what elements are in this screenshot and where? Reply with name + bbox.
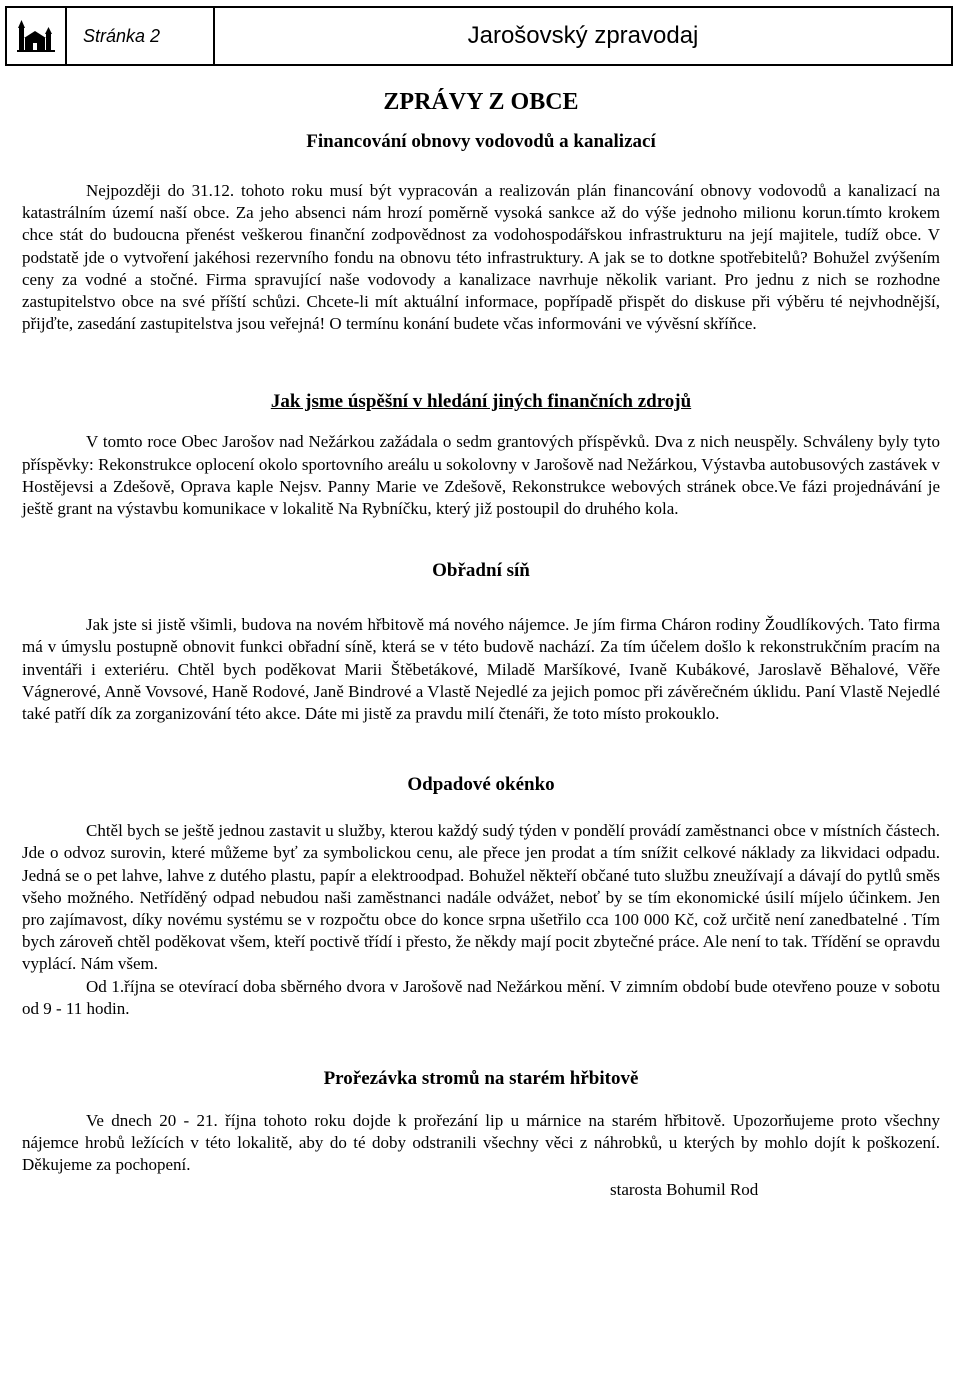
article-paragraph: V tomto roce Obec Jarošov nad Nežárkou zažádala o sedm grantových příspěvků. Dva z nich neuspěly. Schváleny byly tyto příspěvky: Rekonstrukce oplocení okolo sportovního areálu u sokolovny v Jarošově nad Nežárkou, Výstavba autobusových zastávek v Hostějevsi a Zdešově, Oprava kaple Nejsv. Panny Marie ve Zdešově, Rekonstrukce webových stránek obce.Ve fázi projednávání je ještě grant na výstavbu komunikace v lokalitě Na Rybníčku, který již postoupil do druhého kola.	[22, 432, 940, 519]
article-paragraph: Od 1.října se otevírací doba sběrného dvora v Jarošově nad Nežárkou mění. V zimním období bude otevřeno pouze v sobotu od 9 - 11 hodin.	[22, 976, 940, 1018]
article-title-water: Financování obnovy vodovodů a kanalizací	[306, 131, 656, 152]
article-paragraph: Ve dnech 20 - 21. října tohoto roku dojde k prořezání lip u márnice na starém hřbitově. Upozorňujeme proto všechny nájemce hrobů ležících v této lokalitě, aby do té doby odstranili všechny věci z náhrobků, u kterých by mohlo dojít k poškození. Děkujeme za pochopení.	[22, 1111, 940, 1175]
article-paragraph: Jak jste si jistě všimli, budova na novém hřbitově má nového nájemce. Je jím firma Cháron rodiny Žoudlíkových. Tato firma má v úmyslu postupně obnovit funkci obřadní síně, která se v této budově nachází. Za tím účelem došlo k rekonstrukčním pracím na inventáři i exteriéru. Chtěl bych poděkovat Marii Štěbetákové, Miladě Maršíkové, Ivaně Kubákové, Jaroslavě Běhalové, Věře Vágnerové, Anně Vovsové, Haně Rodové, Janě Bindrové a Vlastě Nejedlé za jejich pomoc při závěrečném úklidu. Paní Vlastě Nejedlé také patří dík za zorganizování této akce. Dáte mi jistě za pravdu milí čtenáři, že toto místo prokouklo.	[22, 615, 940, 724]
page-header	[5, 6, 953, 66]
article-title-ceremony-hall: Obřadní síň	[432, 560, 530, 582]
article-content	[22, 86, 940, 1201]
article-title-tree-pruning: Prořezávka stromů na starém hřbitově	[323, 1068, 639, 1090]
article-title-waste: Odpadové okénko	[407, 774, 555, 796]
article-title-grants: Jak jsme úspěšní v hledání jiných finančních zdrojů	[270, 391, 692, 413]
article-paragraph: Nejpozději do 31.12. tohoto roku musí být vypracován a realizován plán financování obnovy vodovodů a kanalizací na katastrálním území naší obce. Za jeho absenci nám hrozí poměrně vysoká sankce až do výše jednoho milionu korun.tímto krokem chce stát do budoucna přenést veškerou finanční zodpovědnost za vodohospodářskou infrastrukturu na její majitele, tudíž obce. V podstatě jde o vytvoření jakéhosi rezervního fondu na obnovu této infrastruktury. A jak se to dotkne spotřebitelů? Bohužel zvýšením ceny za vodné a stočné. Firma spravující naše vodovody a kanalizace navrhuje několik variant. Pro jednu z nich se rozhodne zastupitelstvo obce na své příští schůzi. Chcete-li mít aktuální informace, popřípadě přispět do diskuse při výběru té nejvhodnější, přijďte, zasedání zastupitelstva jsou veřejná! O termínu konání budete včas informováni ve vývěsní skříňce.	[22, 181, 940, 334]
page-number: Stránka 2	[67, 8, 215, 64]
church-logo-icon	[15, 18, 57, 54]
article-paragraph: Chtěl bych se ještě jednou zastavit u služby, kterou každý sudý týden v pondělí provádí zaměstnanci obce v místních částech. Jde o odvoz surovin, které můžeme byť za symbolickou cenu, ale přece jen prodat a tím snížit celkové náklady za likvidaci odpadu. Jedná se o pet lahve, lahve z dutého plastu, papír a elektroodpad. Bohužel někteří občané tuto službu zneužívají a dávají do pytlů směs všeho možného. Netříděný odpad nebudou naši zaměstnanci nadále odvážet, neboť by se tím ekonomické úsilí míjelo účinkem. Jen pro zajímavost, díky novému systému se v rozpočtu obce do konce srpna ušetřilo cca 100 000 Kč, což určitě není zanedbatelné . Tím bych zároveň chtěl poděkovat všem, kteří poctivě třídí i přesto, že někdy mají pocit zbytečné práce. Ale není to tak. Třídění se opravdu vyplácí. Nám všem.	[22, 821, 940, 974]
logo-box	[7, 8, 67, 64]
main-heading: ZPRÁVY Z OBCE	[383, 89, 579, 115]
newsletter-title: Jarošovský zpravodaj	[467, 22, 699, 49]
signature: starosta Bohumil Rod	[610, 1179, 759, 1199]
